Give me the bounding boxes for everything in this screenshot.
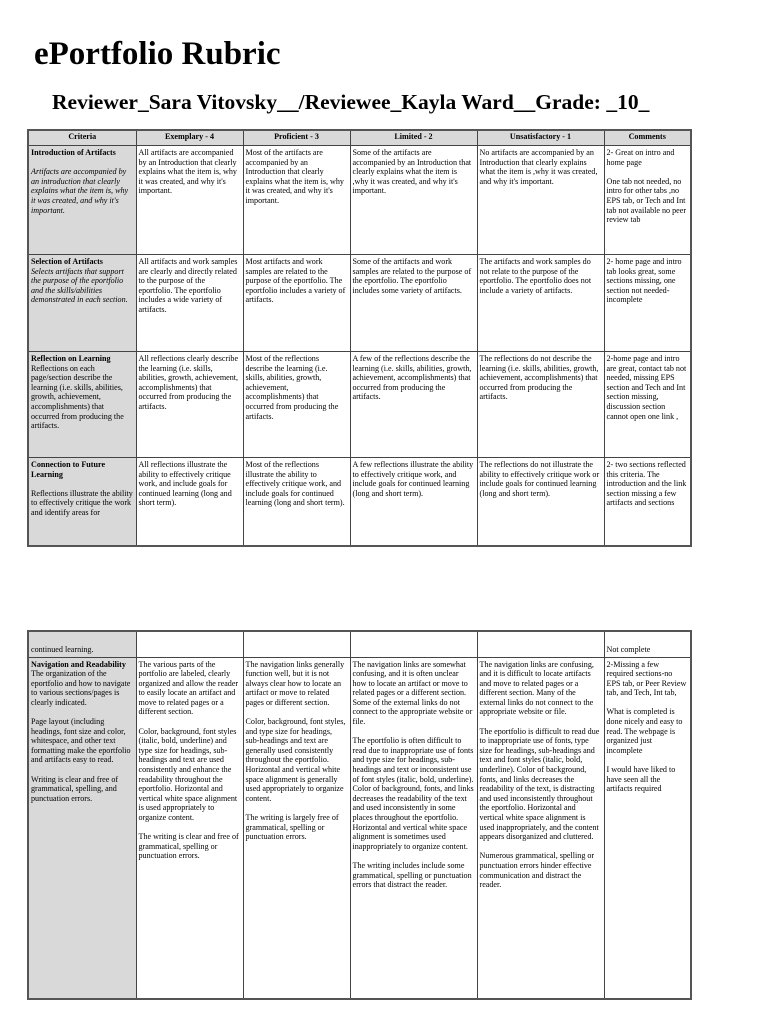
cell-paragraph: Color, background, font styles (italic, bold, underline) and type size for headings, sub-headings and text are used consistently and enhance the readability throughout the eportfolio. Horizontal and vertical white space alignment is used appropriately to organize content. xyxy=(138,726,238,822)
limited-cell: A few of the reflections describe the learning (i.e. skills, abilities, growth, achievement, accomplishments) that occurred from producing the artifacts. xyxy=(350,352,477,458)
unsatisfactory-cell xyxy=(477,657,604,999)
limited-cell: Some of the artifacts are accompanied by an Introduction that clearly explains what the item is ,why it was created, and why it's important. xyxy=(350,146,477,255)
header-unsatisfactory: Unsatisfactory - 1 xyxy=(477,130,604,146)
header-criteria: Criteria xyxy=(28,130,136,146)
table-row xyxy=(28,631,691,657)
comment-text: I would have liked to have seen all the artifacts required xyxy=(606,765,676,794)
cell-paragraph: The navigation links are somewhat confusing, and it is often unclear how to locate an artifact or move to related pages or a different section. Some of the external links do not connect to the appropriate website or file. xyxy=(352,659,473,727)
table-row xyxy=(28,657,691,999)
header-comments: Comments xyxy=(604,130,691,146)
cell-paragraph: The various parts of the portfolio are labeled, clearly organized and allow the reader to easily locate an artifact and move to related pages or a different section. xyxy=(138,659,239,717)
comment-text: What is completed is done nicely and easy to read. The webpage is organized just incomplete xyxy=(606,707,683,755)
criteria-cell xyxy=(28,146,136,255)
exemplary-cell xyxy=(136,631,243,657)
proficient-cell: Most of the reflections describe the learning (i.e. skills, abilities, growth, achievement, accomplishments) that occurred from producing the artifacts. xyxy=(243,352,350,458)
cell-paragraph: The writing includes include some grammatical, spelling or punctuation errors that distract the reader. xyxy=(352,860,472,890)
criteria-title: Introduction of Artifacts xyxy=(31,148,116,157)
unsatisfactory-cell: The artifacts and work samples do not relate to the purpose of the eportfolio. The eportfolio does not include a variety of artifacts. xyxy=(477,255,604,352)
criteria-cell xyxy=(28,255,136,352)
unsatisfactory-cell: The reflections do not illustrate the ability to effectively critique work or include goals for continued learning (long and short term). xyxy=(477,458,604,546)
criteria-description: Selects artifacts that support the purpose of the eportfolio and the skills/abilities demonstrated in each section. xyxy=(31,266,128,305)
reviewer-line: Reviewer_Sara Vitovsky__/Reviewee_Kayla Ward__Grade: _10_ xyxy=(52,90,650,114)
cell-paragraph: Numerous grammatical, spelling or punctuation errors hinder effective communication and distract the reader. xyxy=(479,851,595,890)
proficient-cell xyxy=(243,657,350,999)
proficient-cell: Most artifacts and work samples are related to the purpose of the eportfolio. The eportfolio includes a variety of artifacts. xyxy=(243,255,350,352)
header-row xyxy=(28,130,691,146)
criteria-description: Writing is clear and free of grammatical, spelling, and punctuation errors. xyxy=(31,774,119,803)
table-row xyxy=(28,255,691,352)
header-proficient: Proficient - 3 xyxy=(243,130,350,146)
rubric-table-top xyxy=(27,129,692,547)
unsatisfactory-cell: The reflections do not describe the learning (i.e. skills, abilities, growth, achievement, accomplishments) that occurred from producing the artifacts. xyxy=(477,352,604,458)
proficient-cell xyxy=(243,631,350,657)
page-title: ePortfolio Rubric xyxy=(34,36,281,72)
criteria-cell xyxy=(28,458,136,546)
exemplary-cell: All artifacts are accompanied by an Introduction that clearly explains what the item is, why it was created, and why it's important. xyxy=(136,146,243,255)
exemplary-cell xyxy=(136,657,243,999)
criteria-description: Page layout (including headings, font size and color, whitespace, and other text formatting make the eportfolio and artifacts easy to read. xyxy=(31,717,131,765)
limited-cell xyxy=(350,657,477,999)
comment-cell xyxy=(604,657,691,999)
exemplary-cell: All reflections clearly describe the learning (i.e. skills, abilities, growth, achievement, accomplishments) that occurred from producing the artifacts. xyxy=(136,352,243,458)
limited-cell: A few reflections illustrate the ability to effectively critique work, and include goals for continued learning (long and short term). xyxy=(350,458,477,546)
cell-paragraph: The eportfolio is difficult to read due to inappropriate use of fonts, type size for headings, sub-headings and text and font styles (italic, bold, underline). Color of background, fonts, and links decreases the readability of the text, is distracting and used inconsistently throughout the eportfolio. Horizontal and vertical white space alignment is used inappropriately, and the content appears disorganized and cluttered. xyxy=(479,726,600,842)
unsatisfactory-cell xyxy=(477,631,604,657)
comment-text: 2-Missing a few required sections-no EPS tab, or Peer Review tab, and Tech, Int tab, xyxy=(606,659,687,698)
table-row xyxy=(28,146,691,255)
comment-cell: 2- two sections reflected this criteria. The introduction and the link section missing a few artifacts and sections xyxy=(604,458,691,546)
proficient-cell: Most of the reflections illustrate the ability to effectively critique work, and include goals for continued learning (long and short term). xyxy=(243,458,350,546)
comment-text: One tab not needed, no intro for other tabs ,no EPS tab, or Tech and Int tab not available no peer review tab xyxy=(606,176,687,225)
criteria-title: Connection to Future Learning xyxy=(31,460,106,479)
cell-paragraph: The writing is clear and free of grammatical, spelling or punctuation errors. xyxy=(138,832,239,861)
limited-cell: Some of the artifacts and work samples are related to the purpose of the eportfolio. The eportfolio includes some variety of artifacts. xyxy=(350,255,477,352)
criteria-title: Selection of Artifacts xyxy=(31,257,103,266)
criteria-description: Reflections on each page/section describe the learning (i.e. skills, abilities, growth, achievement, accomplishments) that occurred from producing the artifacts. xyxy=(31,363,124,431)
criteria-description: The organization of the eportfolio and how to navigate to various sections/pages is clearly indicated. xyxy=(31,669,131,707)
criteria-description: Artifacts are accompanied by an introduction that clearly explains what the item is, why it was created, and why it's important. xyxy=(31,167,129,215)
cell-paragraph: The eportfolio is often difficult to read due to inappropriate use of fonts and type size for headings, sub-headings and text or inconsistent use of font styles (italic, bold, underline). Color of background, fonts, and links decreases the readability of the text and used inconsistently in some places throughout the eportfolio. Horizontal and vertical white space alignment is sometimes used inappropriately to organize content. xyxy=(352,736,474,851)
criteria-description: Reflections illustrate the ability to effectively critique the work and identify areas for xyxy=(31,488,133,517)
cell-paragraph: Color, background, font styles, and type size for headings, sub-headings and text are generally used consistently throughout the eportfolio. Horizontal and vertical white space alignment is generally used appropriately to organize content. xyxy=(245,717,346,803)
criteria-cell xyxy=(28,352,136,458)
header-limited: Limited - 2 xyxy=(350,130,477,146)
comment-cell: 2- home page and intro tab looks great, some sections missing, one section not needed- incomplete xyxy=(604,255,691,352)
criteria-title: Navigation and Readability xyxy=(31,659,126,669)
comment-cell xyxy=(604,146,691,255)
cell-paragraph: The navigation links generally function well, but it is not always clear how to locate an artifact or move to related pages or different section. xyxy=(245,659,345,707)
table-row xyxy=(28,458,691,546)
cell-paragraph: The navigation links are confusing, and it is difficult to locate artifacts and move to related pages or a different section. Many of the external links do not connect to the appropriate website or file. xyxy=(479,659,594,717)
comment-cell: 2-home page and intro are great, contact tab not needed, missing EPS section and Tech and Int section missing, discussion section cannot open one link , xyxy=(604,352,691,458)
table-row xyxy=(28,352,691,458)
comment-text: 2- Great on intro and home page xyxy=(606,148,675,167)
criteria-cell: continued learning. xyxy=(28,631,136,657)
rubric-table-bottom xyxy=(27,630,692,1000)
exemplary-cell: All reflections illustrate the ability to effectively critique work, and include goals for continued learning (long and short term). xyxy=(136,458,243,546)
criteria-title: Reflection on Learning xyxy=(31,354,111,363)
header-exemplary: Exemplary - 4 xyxy=(136,130,243,146)
comment-cell: Not complete xyxy=(604,631,691,657)
exemplary-cell: All artifacts and work samples are clearly and directly related to the purpose of the eportfolio. The eportfolio includes a wide variety of artifacts. xyxy=(136,255,243,352)
criteria-cell xyxy=(28,657,136,999)
limited-cell xyxy=(350,631,477,657)
cell-paragraph: The writing is largely free of grammatical, spelling or punctuation errors. xyxy=(245,813,339,842)
unsatisfactory-cell: No artifacts are accompanied by an Introduction that clearly explains what the item is ,why it was created, and why it's important. xyxy=(477,146,604,255)
proficient-cell: Most of the artifacts are accompanied by an Introduction that clearly explains what the item is, why it was created, and why it's important. xyxy=(243,146,350,255)
